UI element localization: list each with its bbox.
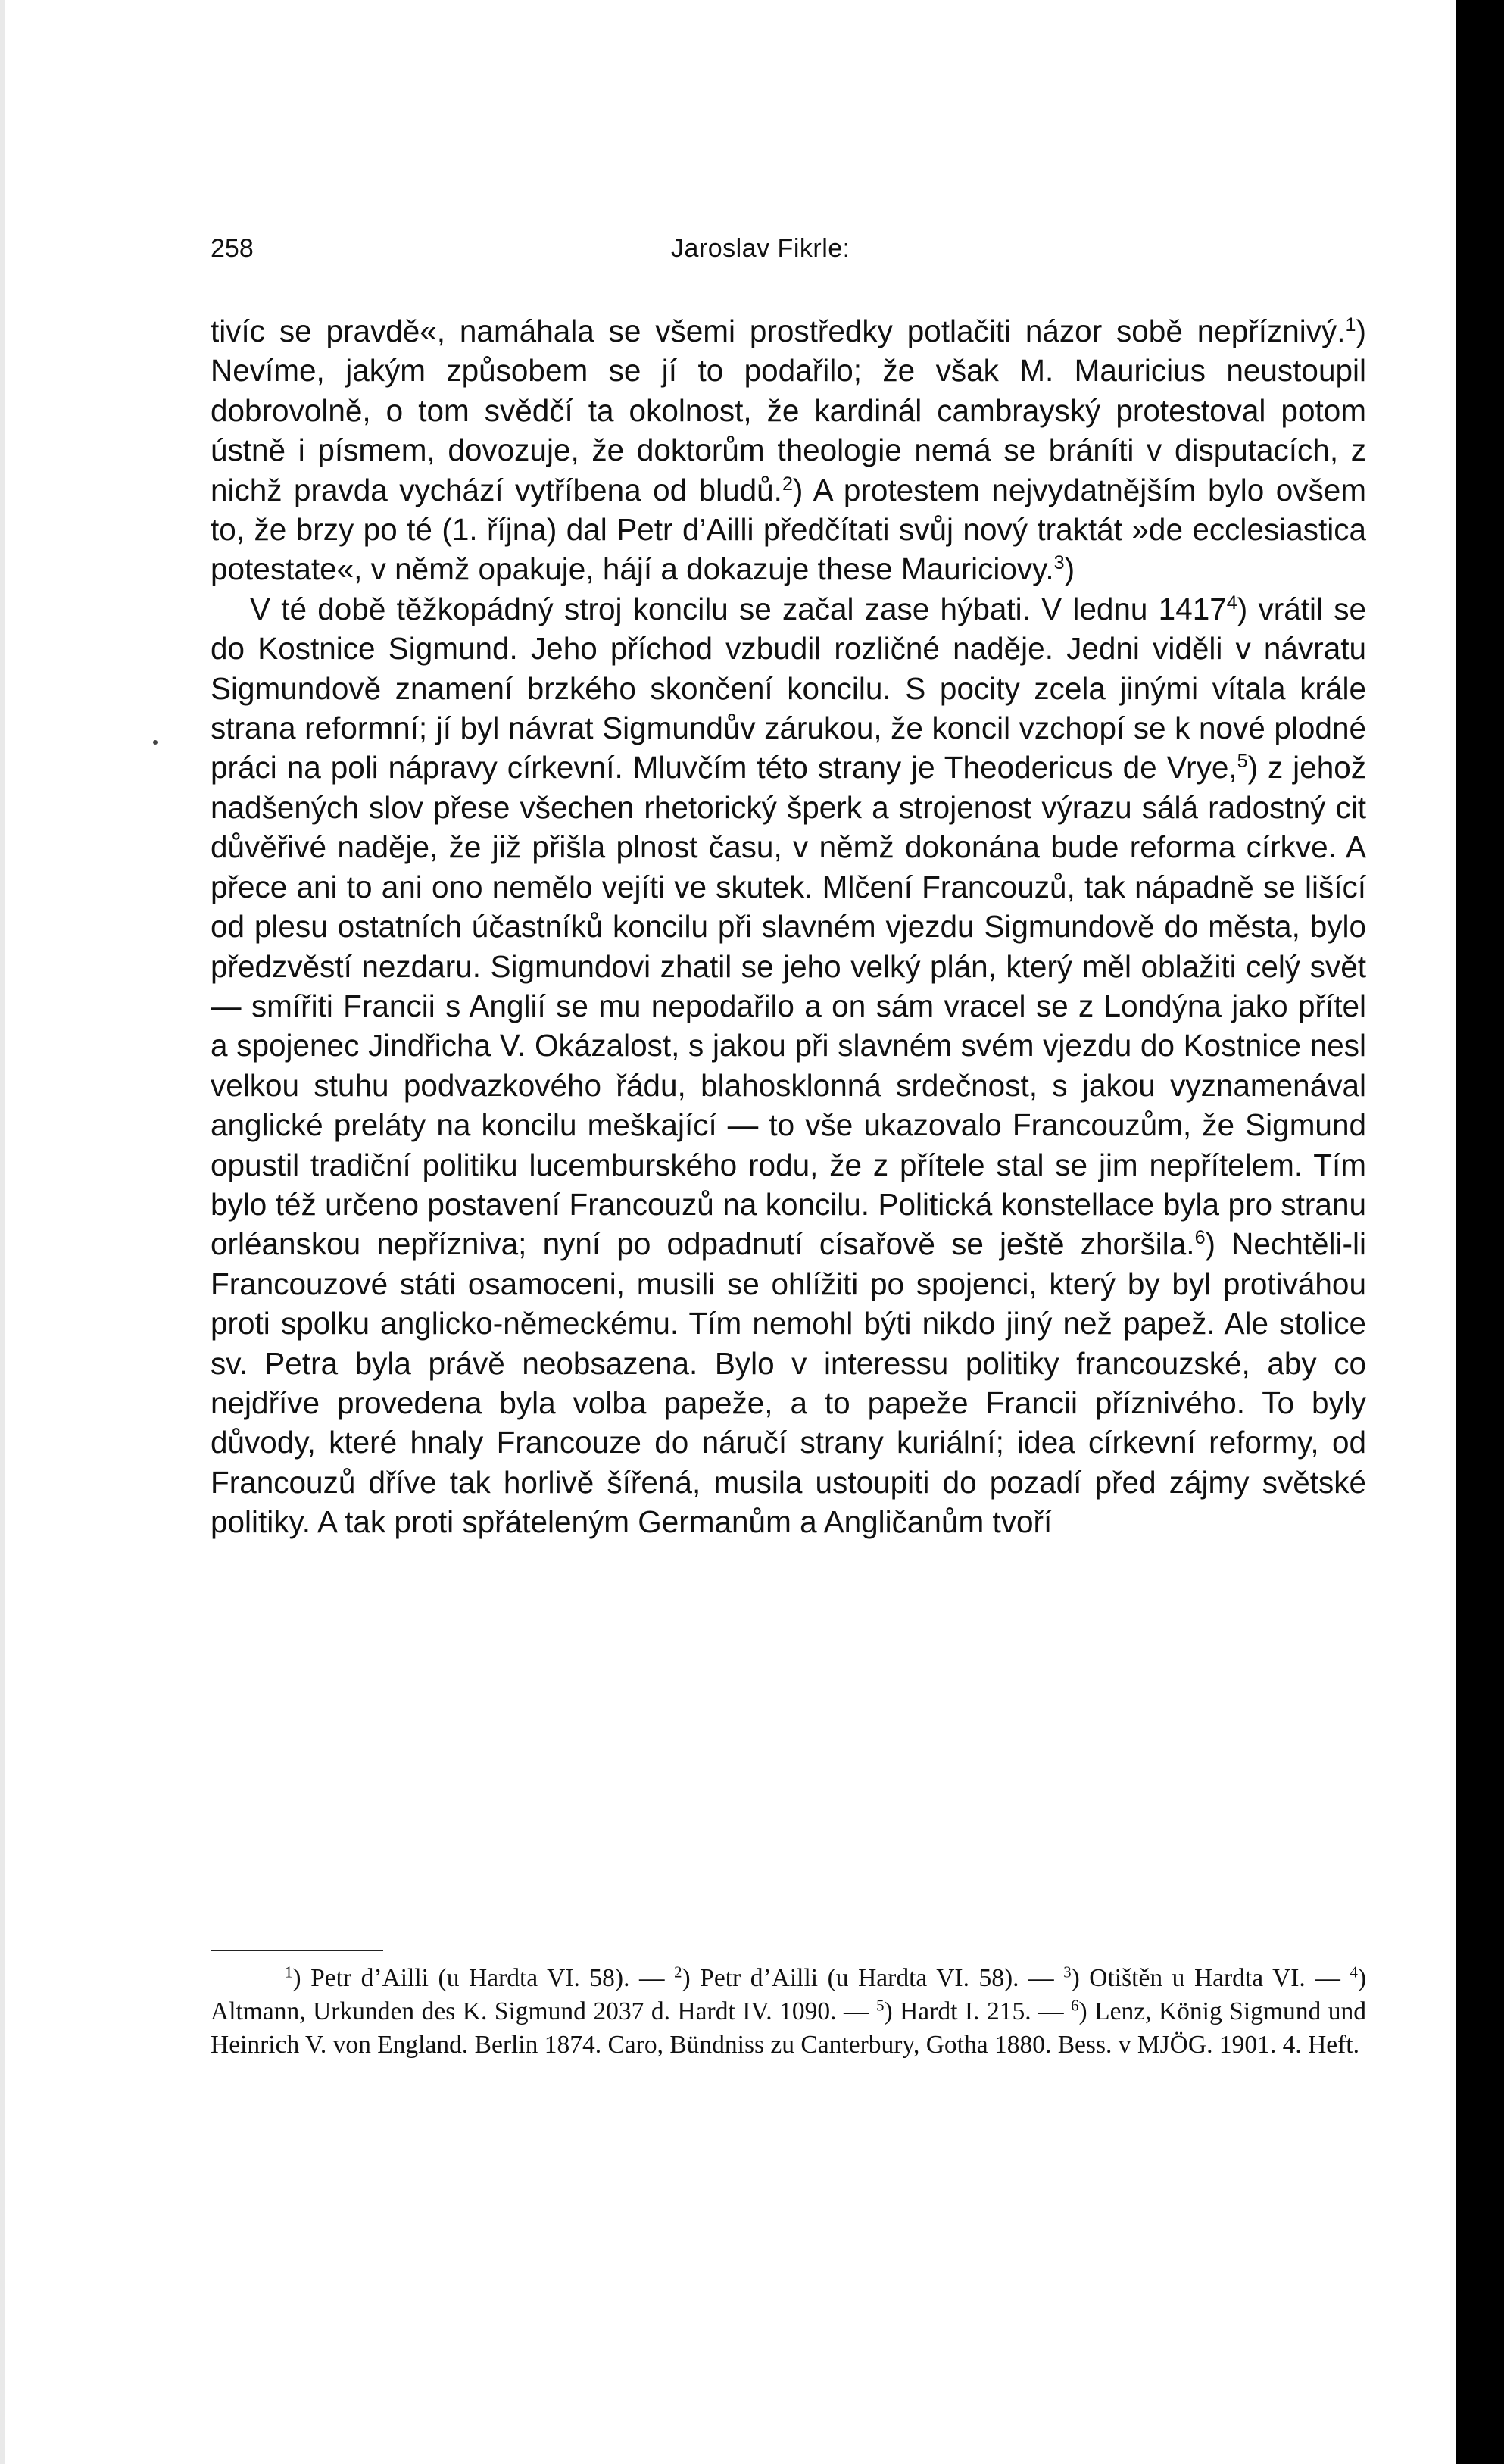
text-run: ) z jehož nadšených slov přese všechen rhetorický šperk a strojenost výrazu sálá radostný cit důvěřivé naděje, že již přišla plnost času, v němž dokonána bude reforma církve. A přece ani to ani ono nemělo vejíti ve skutek. Mlčení Francouzů, tak nápadně se lišící od plesu ostatních účastníků koncilu při slavném vjezdu Sigmundově do města, bylo předzvěstí nezdaru. Sigmundovi zhatil se jeho velký plán, který měl oblažiti celý svět — smířiti Francii s Anglií se mu nepodařilo a on sám vracel se z Londýna jako přítel a spojenec Jindřicha V. Okázalost, s jakou při slavném svém vjezdu do Kostnice nesl velkou stuhu podvazkového řádu, blahosklonná srdečnost, s jakou vyznamenával anglické preláty na koncilu meškající — to vše ukazovalo Francouzům, že Sigmund opustil tradiční politiku lucemburského rodu, že z přítele stal se jim nepřítelem. Tím bylo též určeno postavení Francouzů na koncilu. Politická konstellace byla pro stranu orléanskou nepřízniva; nyní po odpadnutí císařově se ještě zhoršila. [211,750,1367,1262]
margin-dot [153,740,158,745]
footnote-marker: 5 [1237,751,1248,773]
text-run: tivíc se pravdě«, namáhala se všemi prostředky potlačiti názor sobě nepříznivý. [211,314,1346,348]
book-page [211,0,1366,2464]
paragraph-2 [211,589,1366,1542]
text-run: ) Lenz, König Sigmund und Heinrich V. von England. Berlin 1874. Caro, Bündniss zu Canterbury, Gotha 1880. Bess. v MJÖG. 1901. 4. Heft. [211,1997,1366,2059]
text-run: ) A protestem nejvydatnějším bylo ovšem to, že brzy po té (1. října) dal Petr d’Ailli předčítati svůj nový traktát »de ecclesiastica potestate«, v němž opakuje, hájí a dokazuje these Mauriciovy. [211,472,1366,587]
footnote-block [211,1962,1366,2062]
footnote-marker: 2 [674,1963,682,1982]
text-run: ) Petr d’Ailli (u Hardta VI. 58). — [292,1964,675,1992]
footnotes [211,1962,1366,2062]
running-head [211,229,1366,268]
page-number: 258 [211,234,254,263]
footnote-rule [211,1950,383,1951]
text-run: ) [1064,551,1075,587]
footnote-marker: 6 [1194,1227,1206,1249]
footnote-marker: 1 [285,1963,293,1982]
text-run: ) Nevíme, jakým způsobem se jí to podařilo; že však M. Mauricius neustoupil dobrovolně, o tom svědčí ta okolnost, že kardinál cambrayský protestoval potom ústně i písmem, dovozuje, že doktorům theologie nemá se bráníti v disputacích, z nichž pravda vychází vytříbena od bludů. [211,314,1366,507]
text-run: ) Petr d’Ailli (u Hardta VI. 58). — [682,1964,1064,1992]
text-run: V té době těžkopádný stroj koncilu se začal zase hýbati. V lednu 1417 [250,591,1227,626]
scan-left-edge [0,0,5,2464]
footnote-marker: 3 [1053,552,1065,574]
text-run: ) Altmann, Urkunden des K. Sigmund 2037 d. Hardt IV. 1090. — [211,1964,1366,2025]
footnote-marker: 1 [1345,314,1356,336]
footnote-marker: 3 [1063,1963,1072,1982]
paragraph-1 [211,311,1366,589]
footnote-marker: 5 [876,1997,885,2015]
footnote-marker: 2 [782,473,793,495]
footnote-marker: 6 [1071,1997,1079,2015]
text-run: ) Hardt I. 215. — [884,1997,1072,2025]
footnote-marker: 4 [1226,592,1237,614]
running-head-author: Jaroslav Fikrle: [671,234,850,263]
text-run: ) vrátil se do Kostnice Sigmund. Jeho příchod vzbudil rozličné naděje. Jedni viděli v návratu Sigmundově znamení brzkého skončení koncilu. S pocity zcela jinými vítala krále strana reformní; jí byl návrat Sigmundův zárukou, že koncil vzchopí se k nové plodné práci na poli nápravy církevní. Mluvčím této strany je Theodericus de Vrye, [211,591,1366,785]
footnote-marker: 4 [1350,1963,1358,1982]
body-text [211,311,1366,1542]
scan-right-border [1456,0,1504,2464]
text-run: ) Nechtěli-li Francouzové státi osamoceni, musili se ohlížiti po spojenci, který by byl protiváhou proti spolku anglicko-německému. Tím nemohl býti nikdo jiný než papež. Ale stolice sv. Petra byla právě neobsazena. Bylo v interessu politiky francouzské, aby co nejdříve provedena byla volba papeže, a to papeže Francii příznivého. To byly důvody, které hnaly Francouze do náručí strany kuriální; idea církevní reformy, od Francouzů dříve tak horlivě šířená, musila ustoupiti do pozadí před zájmy světské politiky. A tak proti spřáteleným Germanům a Angličanům tvoří [211,1226,1366,1540]
text-run: ) Otištěn u Hardta VI. — [1071,1964,1350,1992]
